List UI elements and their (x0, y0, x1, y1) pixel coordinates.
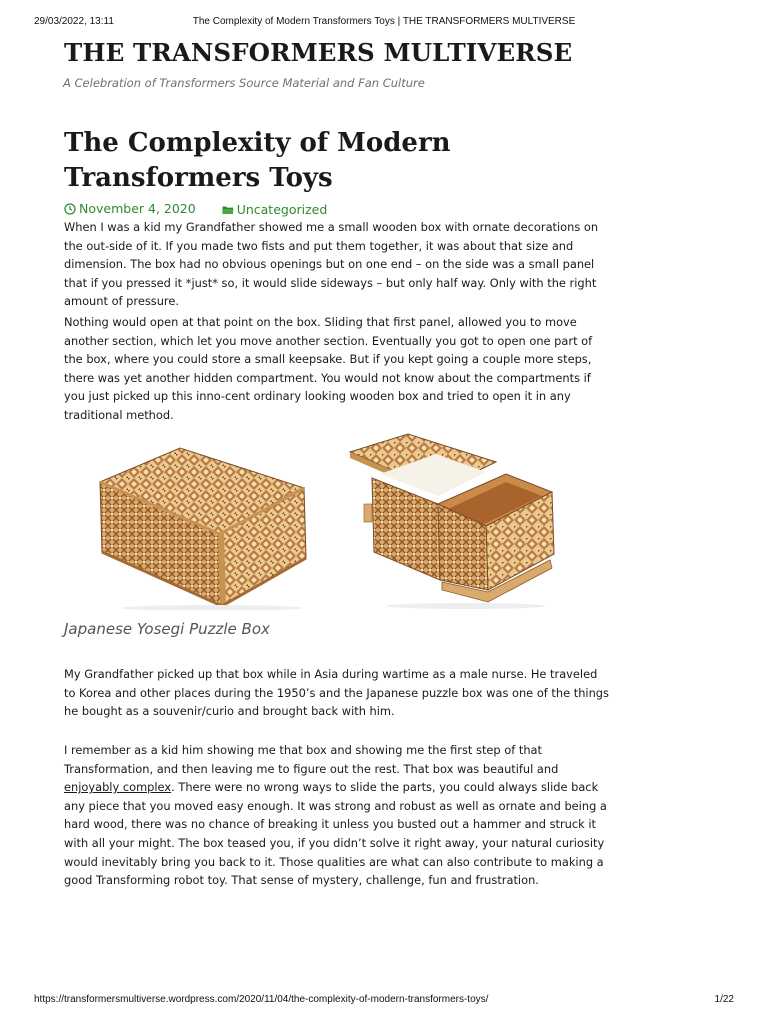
post-title: The Complexity of Modern Transformers Toys (64, 128, 451, 193)
post-date[interactable]: November 4, 2020 (79, 201, 196, 216)
post-category-link[interactable] (222, 202, 328, 217)
post-category[interactable]: Uncategorized (236, 202, 328, 217)
print-datetime: 29/03/2022, 13:11 (34, 16, 114, 27)
paragraph-3: My Grandfather picked up that box while in Asia during wartime as a male nurse. He traveled to Korea and other places during the 1950’s and the Japanese puzzle box was one of the things he bought as a souvenir/curio and brought back with him. (64, 667, 609, 719)
puzzle-box-open-image (346, 430, 558, 612)
paragraph-1: When I was a kid my Grandfather showed me a small wooden box with ornate decorations on the out-side of it. If you made two fists and put them together, it was about that size and dimension. The box had no obvious openings but on one end – on the side was a small panel that if you pressed it *just* so, it would slide sideways – but only half way. Only with the right amount of pressure. (64, 220, 599, 309)
paragraph-4 (64, 741, 612, 890)
print-url: https://transformersmultiverse.wordpress.com/2020/11/04/the-complexity-of-modern-transformers-toys/ (34, 994, 489, 1005)
paragraph-4-text-b: . There were no wrong ways to slide the parts, you could always slide back any piece that you moved easy enough. It was strong and robust as well as ornate and being a hard wood, there was no chance of breaking it unless you busted out a hammer and struck it with all your might. The box teased you, if you didn’t solve it right away, your natural curiosity would inevitably bring you back to it. Those qualities are what can also contribute to making a good Transforming robot toy. That sense of mystery, challenge, fun and frustration. (64, 780, 607, 888)
enjoyably-complex-link[interactable]: enjoyably complex (64, 780, 172, 795)
folder-icon (222, 205, 234, 215)
print-header (0, 16, 768, 30)
print-page-number: 1/22 (714, 994, 734, 1005)
clock-icon (64, 203, 76, 215)
puzzle-box-closed-image (92, 430, 310, 610)
site-description: A Celebration of Transformers Source Material and Fan Culture (63, 76, 425, 90)
figure-caption: Japanese Yosegi Puzzle Box (64, 620, 270, 638)
paragraph-4-text-a: I remember as a kid him showing me that box and showing me the first step of that Transformation, and then leaving me to figure out the rest. That box was beautiful and (64, 743, 559, 776)
print-footer (0, 994, 768, 1008)
post-date-link[interactable] (64, 201, 196, 216)
paragraph-2: Nothing would open at that point on the box. Sliding that first panel, allowed you to move another section, which let you move another section. Eventually you got to open one part of the box, where you could store a small keepsake. But if you kept going a couple more steps, there was yet another hidden compartment. You would not know about the compartments if you just picked up this inno-cent ordinary looking wooden box and tried to open it in any traditional method. (64, 315, 593, 422)
print-page-title: The Complexity of Modern Transformers Toys | THE TRANSFORMERS MULTIVERSE (192, 16, 576, 27)
post-meta (64, 201, 327, 218)
site-title[interactable]: THE TRANSFORMERS MULTIVERSE (64, 38, 573, 67)
